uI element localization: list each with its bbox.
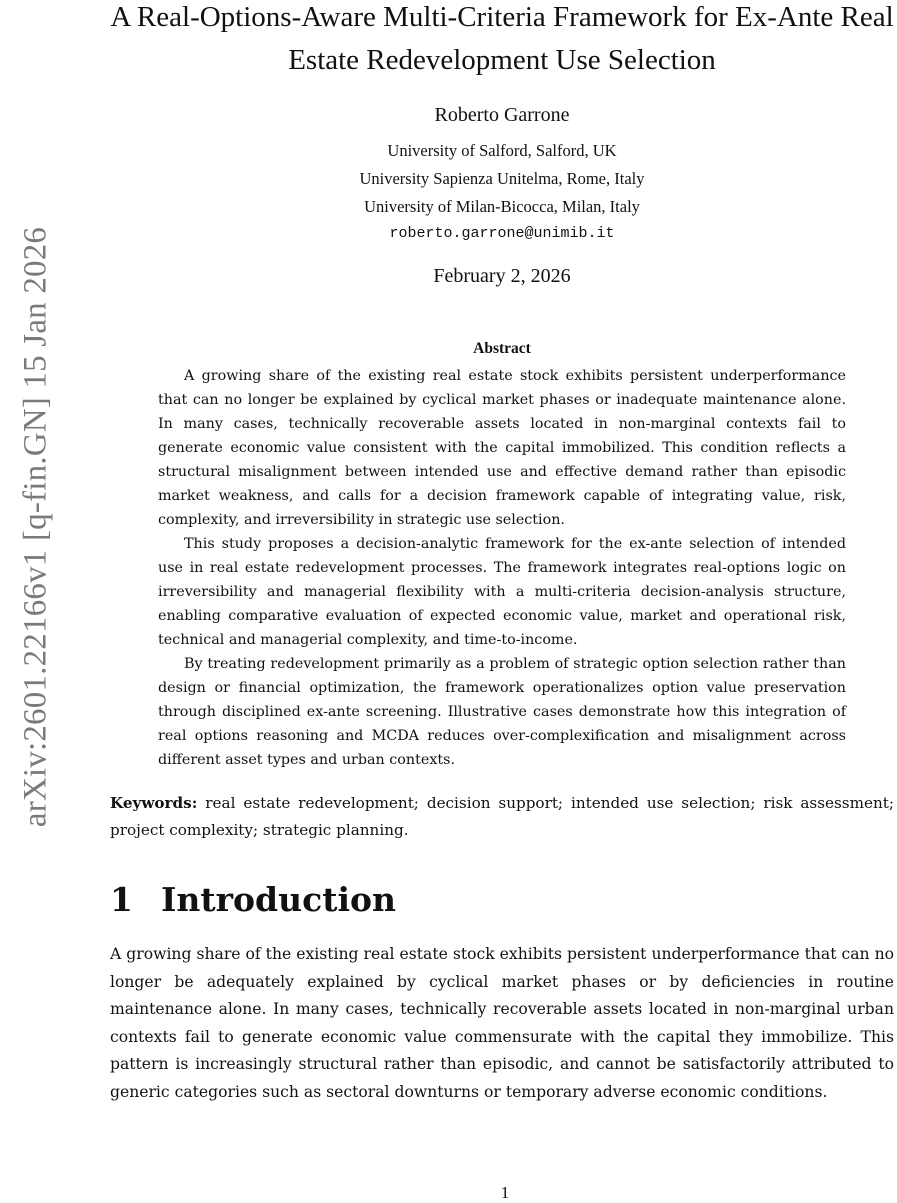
section-title: Introduction [160,880,396,919]
author-name: Roberto Garrone [434,104,570,126]
affiliation: University of Salford, Salford, UK [387,141,617,160]
affiliation-list [110,137,894,221]
keywords-text: real estate redevelopment; decision support; intended use selection; risk assessment; project complexity; strategic planning. [110,794,894,839]
keywords [110,790,894,844]
arxiv-identifier-stamp: arXiv:2601.22166v1 [q-fin.GN] 15 Jan 2026 [17,226,54,828]
abstract-paragraph: This study proposes a decision-analytic framework for the ex-ante selection of intended use in real estate redevelopment processes. The framework integrates real-options logic on irreversibility and managerial flexibility with a multi-criteria decision-analysis structure, enabling comparative evaluation of expected economic value, market and operational risk, technical and managerial complexity, and time-to-income. [158,536,846,648]
abstract-heading: Abstract [473,340,531,357]
abstract [158,340,846,772]
section-number: 1 [110,880,133,919]
abstract-paragraph: A growing share of the existing real estate stock exhibits persistent underperformance that can no longer be explained by cyclical market phases or inadequate maintenance alone. In many cases, technically recoverable assets located in non-marginal contexts fail to generate economic value consistent with the capital immobilized. This condition reflects a structural misalignment between intended use and effective demand rather than episodic market weakness, and calls for a decision framework capable of integrating value, risk, complexity, and irreversibility in strategic use selection. [158,368,846,528]
paper-title: A Real-Options-Aware Multi-Criteria Framework for Ex-Ante Real Estate Redevelopment Use Selection [110,1,894,76]
paper-page [110,0,894,1106]
abstract-paragraph: By treating redevelopment primarily as a problem of strategic option selection rather than design or financial optimization, the framework operationalizes option value preservation through disciplined ex-ante screening. Illustrative cases demonstrate how this integration of real options reasoning and MCDA reduces over-complexification and misalignment across different asset types and urban contexts. [158,656,846,768]
page-number: 1 [500,1183,510,1202]
publication-date: February 2, 2026 [433,265,571,287]
keywords-label: Keywords: [110,794,198,812]
author-email: roberto.garrone@unimib.it [389,225,615,242]
section-body: A growing share of the existing real estate stock exhibits persistent underperformance that can no longer be adequately explained by cyclical market phases or by deficiencies in routine maintenance alone. In many cases, technically recoverable assets located in non-marginal urban contexts fail to generate economic value commensurate with the capital they immobilize. This pattern is increasingly structural rather than episodic, and cannot be satisfactorily attributed to generic categories such as sectoral downturns or temporary adverse economic conditions. [110,945,894,1101]
affiliation: University Sapienza Unitelma, Rome, Italy [359,169,645,188]
section-heading [110,880,894,919]
affiliation: University of Milan-Bicocca, Milan, Italy [364,197,640,216]
